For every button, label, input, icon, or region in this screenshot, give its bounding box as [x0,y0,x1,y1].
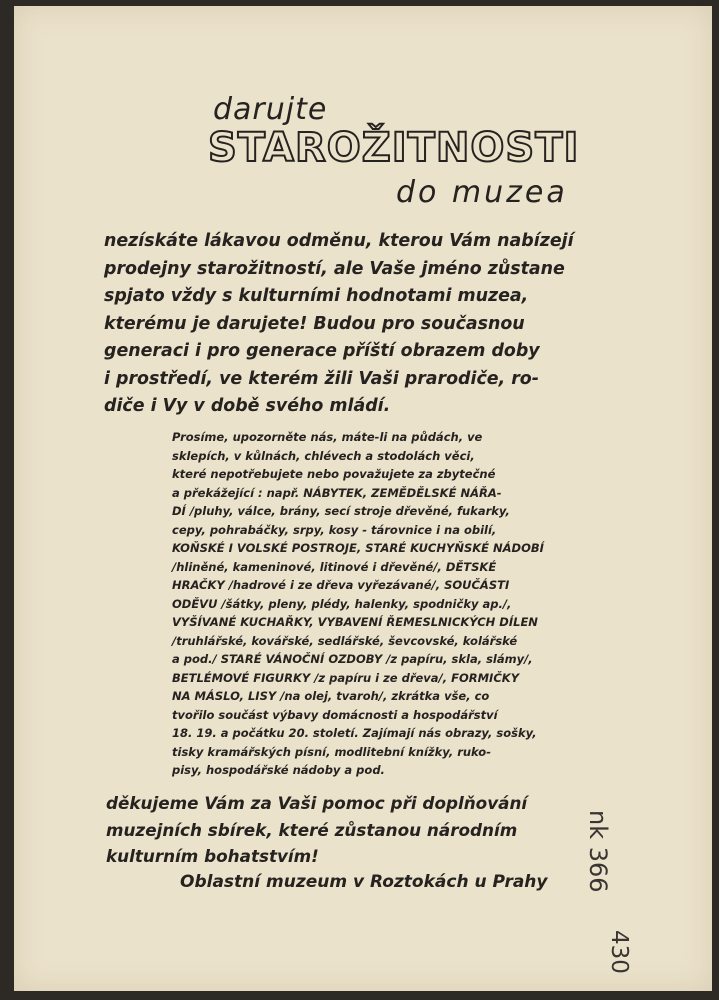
list-line: tvořilo součást výbavy domácnosti a hospodářství [172,707,498,722]
list-line: Prosíme, upozorněte nás, máte-li na půdách, ve [172,430,483,444]
signature: Oblastní muzeum v Roztokách u Prahy [180,872,548,892]
list-line: 18. 19. a počátku 20. století. Zajímají nás obrazy, sošky, [172,726,537,740]
list-line: /truhlářské, kovářské, sedlářské, ševcovské, kolářské [172,633,518,648]
list-line: BETLÉMOVÉ FIGURKY /z papíru i ze dřeva/, FORMIČKY [172,670,520,685]
item-list-paragraph [172,428,544,780]
heading-top: darujte [213,92,328,127]
thanks-line: kulturním bohatstvím! [106,846,319,866]
list-line: DÍ /pluhy, válce, brány, secí stroje dřevěné, fukarky, [172,504,510,518]
intro-line: kterému je darujete! Budou pro současnou [104,313,525,334]
list-line: KOŇSKÉ I VOLSKÉ POSTROJE, STARÉ KUCHYŇSKÉ NÁDOBÍ [172,541,544,555]
archive-mark: nk 366 [584,810,612,893]
archive-number: 430 [606,930,632,974]
intro-paragraph [104,228,574,421]
intro-line: nezískáte lákavou odměnu, kterou Vám nabízejí [104,231,574,251]
list-line: a překážející : např. NÁBYTEK, ZEMĚDĚLSKÉ NÁŘA- [172,485,502,500]
list-line: které nepotřebujete nebo považujete za zbytečné [172,467,496,481]
heading-main: STAROŽITNOSTI [208,125,580,171]
list-line: NA MÁSLO, LISY /na olej, tvaroh/, zkrátka vše, co [172,689,490,703]
list-line: pisy, hospodářské nádoby a pod. [172,763,385,777]
list-line: tisky kramářských písní, modlitební knížky, ruko- [172,744,491,759]
list-line: cepy, pohrabáčky, srpy, kosy - tárovnice i na obilí, [172,522,497,537]
intro-line: generaci i pro generace příští obrazem doby [104,341,540,361]
list-line: ODĚVU /šátky, pleny, plédy, halenky, spodničky ap./, [172,596,512,611]
list-line: VYŠÍVANÉ KUCHAŘKY, VYBAVENÍ ŘEMESLNICKÝCH DÍLEN [172,615,538,629]
intro-line: spjato vždy s kulturními hodnotami muzea, [104,286,529,306]
intro-line: prodejny starožitností, ale Vaše jméno zůstane [104,258,565,279]
intro-line: i prostředí, ve kterém žili Vaši prarodiče, ro- [104,368,539,389]
list-line: a pod./ STARÉ VÁNOČNÍ OZDOBY /z papíru, skla, slámy/, [172,652,533,666]
thanks-line: děkujeme Vám za Vaši pomoc při doplňování [106,793,528,813]
list-line: /hliněné, kameninové, litinové i dřevěné/, DĚTSKÉ [172,559,497,574]
list-line: sklepích, v kůlnách, chlévech a stodolách věci, [172,448,475,463]
intro-line: diče i Vy v době svého mládí. [104,396,391,416]
thanks-line: muzejních sbírek, které zůstanou národním [106,819,518,840]
thanks-paragraph [106,790,527,870]
list-line: HRAČKY /hadrové i ze dřeva vyřezávané/, SOUČÁSTI [172,578,510,592]
heading-bottom: do muzea [396,175,568,210]
